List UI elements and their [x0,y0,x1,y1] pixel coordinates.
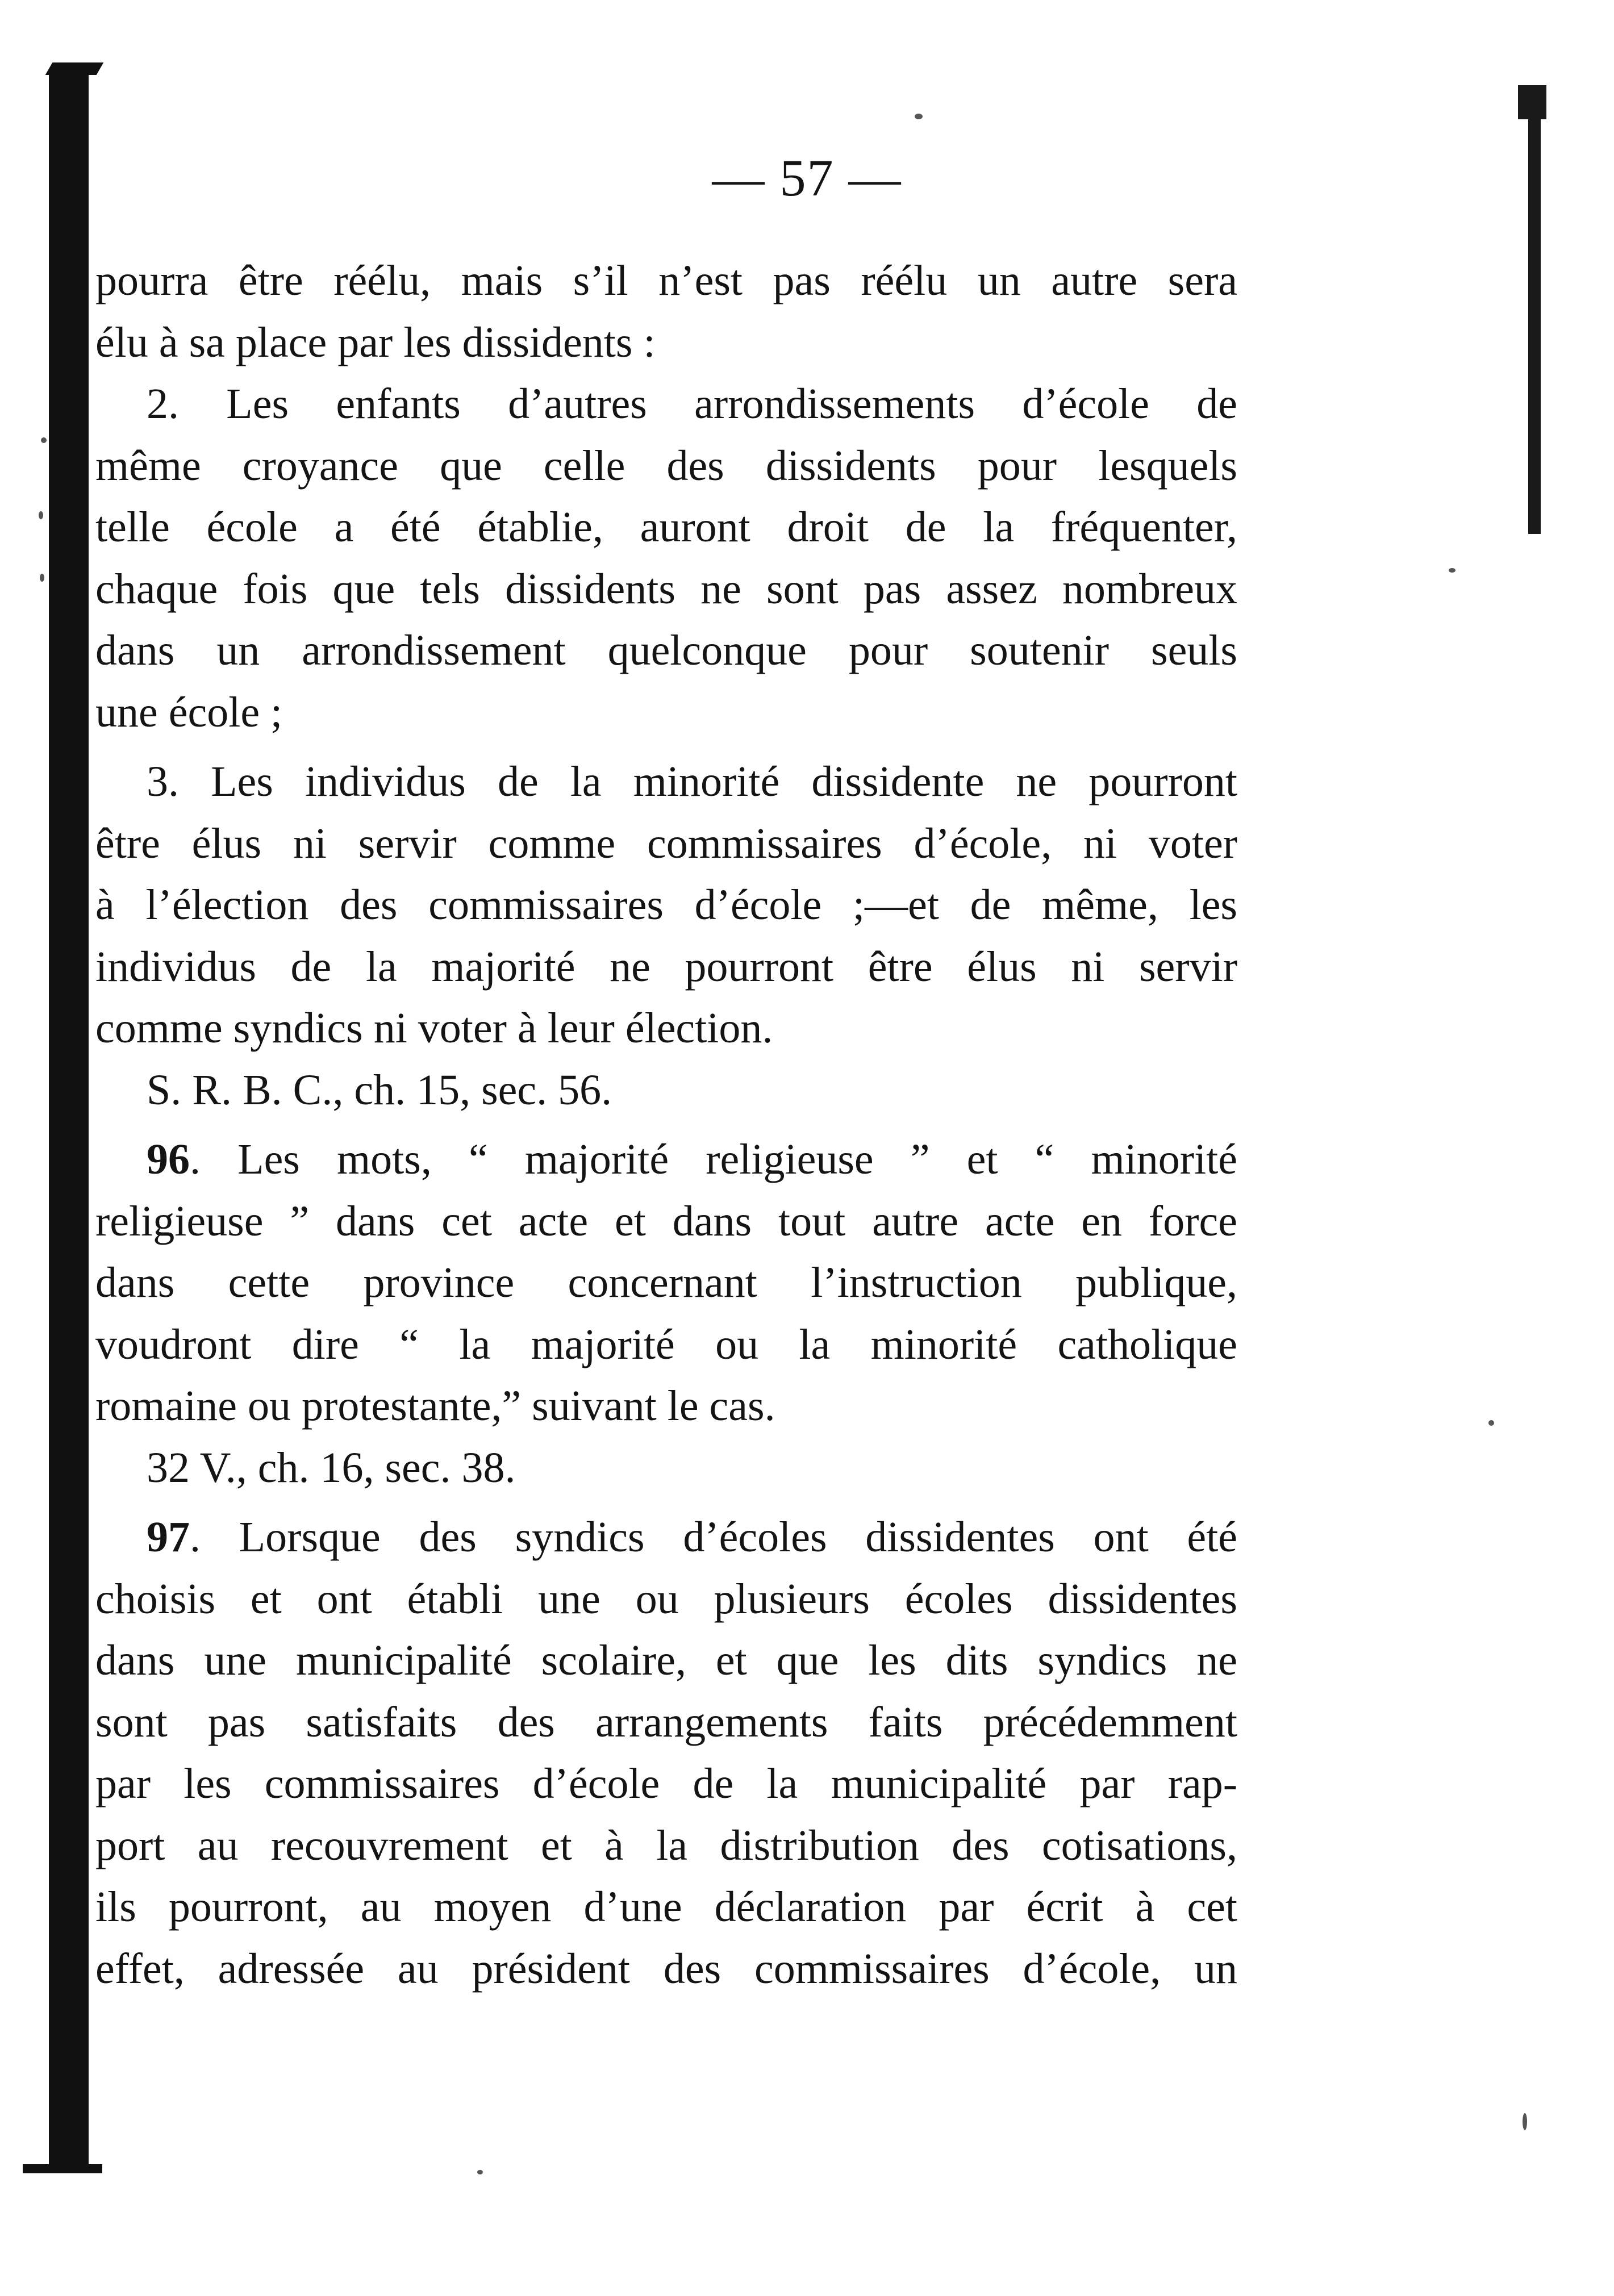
text-line: romaine ou protestante,” suivant le cas. [95,1382,775,1430]
text-line: 3. Les individus de la minorité dissidente ne pourront [147,758,1237,805]
text-line: ils pourront, au moyen d’une déclaration par écrit à cet [95,1883,1237,1931]
text-line: à l’élection des commissaires d’école ;—et de même, les [95,881,1237,929]
body-text [95,250,1237,1999]
article-text: . Lorsque des syndics d’écoles dissidentes ont été [190,1513,1237,1561]
dust-speck [915,114,923,119]
article-97 [95,1506,1237,1999]
left-binding-bottom-edge [23,2164,102,2173]
text-line: choisis et ont établi une ou plusieurs écoles dissidentes [95,1575,1237,1623]
text-line: individus de la majorité ne pourront être élus ni servir [95,942,1237,991]
text-line: dans cette province concernant l’instruction publique, [95,1259,1237,1306]
paragraph-item-2 [95,373,1237,743]
dust-speck [1523,2113,1527,2130]
text-line: par les commissaires d’école de la municipalité par rap- [95,1760,1237,1807]
dust-speck [41,437,47,443]
text-line: être élus ni servir comme commissaires d’école, ni voter [95,819,1237,867]
right-page-edge-top [1518,85,1546,119]
left-binding-edge [49,71,89,2173]
citation: S. R. B. C., ch. 15, sec. 56. [147,1066,612,1114]
dust-speck [39,511,43,519]
text-line: 2. Les enfants d’autres arrondissements d’école de [147,380,1237,428]
text-line: comme syndics ni voter à leur élection. [95,1004,773,1052]
text-line: chaque fois que tels dissidents ne sont pas assez nombreux [95,565,1237,613]
text-line: port au recouvrement et à la distribution des cotisations, [95,1821,1237,1869]
dust-speck [477,2170,483,2174]
paragraph-continuation [95,250,1237,373]
dust-speck [1449,568,1455,573]
article-number: 96 [147,1136,190,1183]
article-number: 97 [147,1513,190,1561]
text-line [95,1129,1237,1191]
text-line: telle école a été établie, auront droit de la fréquenter, [95,503,1237,551]
text-line: religieuse ” dans cet acte et dans tout autre acte en force [95,1197,1237,1245]
left-binding-top-edge [45,62,104,75]
dust-speck [40,574,44,582]
text-line: dans une municipalité scolaire, et que les dits syndics ne [95,1637,1237,1684]
citation: 32 V., ch. 16, sec. 38. [147,1443,516,1492]
dust-speck [1488,1420,1494,1426]
text-line: dans un arrondissement quelconque pour soutenir seuls [95,627,1237,674]
page-number: — 57 — [712,149,902,207]
text-line: effet, adressée au président des commissaires d’école, un [95,1944,1237,1993]
article-96 [95,1129,1237,1437]
text-line: pourra être réélu, mais s’il n’est pas réélu un autre sera [95,257,1237,304]
paragraph-item-3 [95,751,1237,1059]
text-line: sont pas satisfaits des arrangements faits précédemment [95,1698,1237,1746]
text-line: une école ; [95,688,283,736]
text-line [95,1506,1237,1568]
text-line: même croyance que celle des dissidents pour lesquels [95,441,1237,490]
article-text: . Les mots, “ majorité religieuse ” et “ minorité [190,1136,1237,1183]
text-line: élu à sa place par les dissidents : [95,318,656,366]
text-line: voudront dire “ la majorité ou la minorité catholique [95,1320,1237,1368]
